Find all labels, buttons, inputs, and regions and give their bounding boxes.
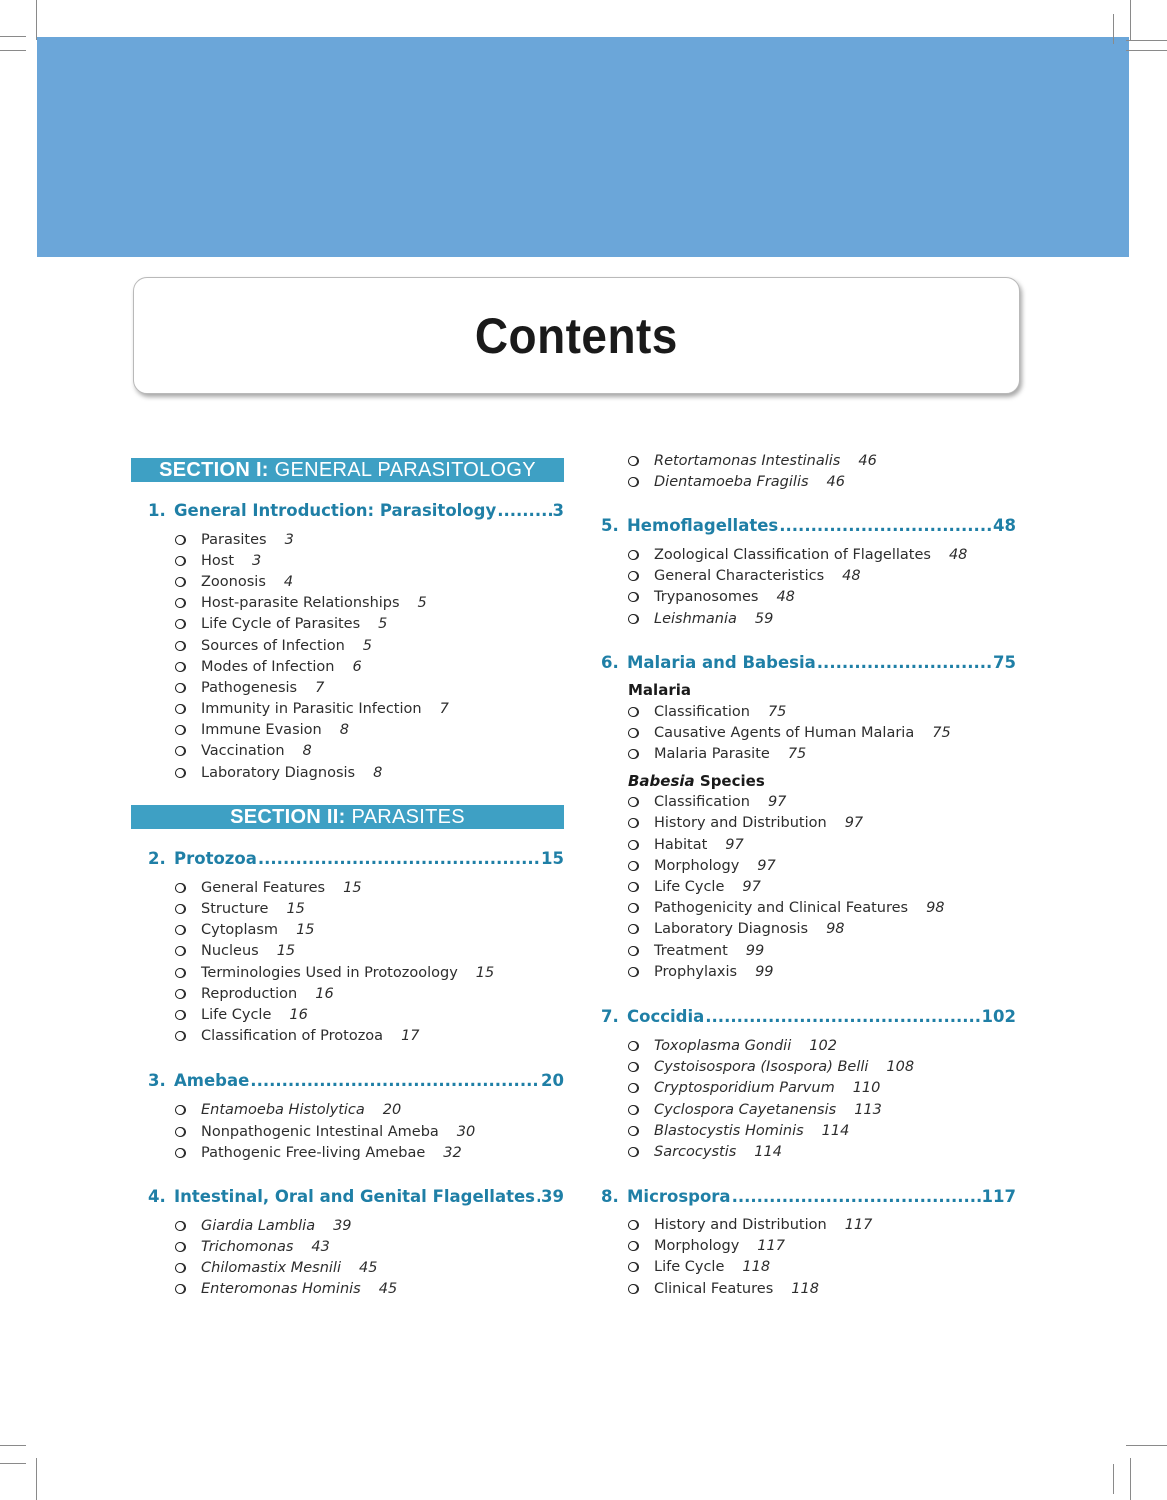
- toc-entry[interactable]: [131, 920, 564, 941]
- toc-entry[interactable]: [131, 614, 564, 635]
- circle-bullet-icon: [628, 614, 638, 624]
- entry-label: General Features: [201, 879, 326, 896]
- entry-label: Sarcocystis: [654, 1143, 737, 1160]
- toc-entry[interactable]: [601, 919, 1016, 940]
- toc-entry[interactable]: [601, 608, 1016, 629]
- circle-bullet-icon: [175, 683, 185, 693]
- entry-page: 15: [276, 943, 296, 960]
- entry-page: 6: [352, 658, 362, 675]
- chapter-title: Hemoflagellates: [627, 516, 779, 536]
- entry-page: 7: [315, 679, 325, 696]
- entry-page: 5: [362, 637, 373, 654]
- entry-page: 48: [842, 568, 861, 585]
- toc-entry[interactable]: [601, 813, 1016, 834]
- circle-bullet-icon: [175, 1242, 185, 1252]
- crop-mark: [0, 1463, 26, 1464]
- circle-bullet-icon: [628, 946, 638, 956]
- chapter-page: 3: [552, 501, 564, 520]
- circle-bullet-icon: [628, 903, 638, 913]
- circle-bullet-icon: [628, 592, 638, 602]
- entry-label: Host: [201, 552, 235, 569]
- entry-page: 97: [757, 857, 776, 874]
- chapter-number: 7.: [601, 1007, 619, 1027]
- entry-label: Cyclospora Cayetanensis: [654, 1101, 837, 1118]
- topic-list: [601, 792, 1016, 983]
- leader-dots: [732, 1186, 981, 1208]
- crop-mark: [0, 36, 26, 37]
- entry-label: History and Distribution: [654, 815, 827, 832]
- toc-entry[interactable]: [131, 1215, 564, 1236]
- chapter-title: Microspora: [627, 1186, 731, 1206]
- toc-entry[interactable]: [601, 1236, 1016, 1257]
- toc-entry[interactable]: [131, 1142, 564, 1163]
- toc-entry[interactable]: [601, 1078, 1016, 1099]
- entry-label: Cryptosporidium Parvum: [654, 1080, 835, 1097]
- toc-entry[interactable]: [601, 1099, 1016, 1120]
- entry-page: 97: [742, 879, 761, 896]
- entry-label: Habitat: [654, 836, 708, 853]
- entry-page: 32: [443, 1144, 462, 1161]
- circle-bullet-icon: [175, 577, 185, 587]
- circle-bullet-icon: [175, 704, 185, 714]
- entry-label: Morphology: [654, 1238, 740, 1255]
- toc-entry[interactable]: [131, 962, 564, 983]
- leader-dots: [497, 500, 551, 522]
- crop-mark: [36, 0, 37, 40]
- entry-page: 113: [854, 1101, 882, 1118]
- crop-mark: [1126, 50, 1167, 51]
- circle-bullet-icon: [175, 535, 185, 545]
- chapter-heading[interactable]: [601, 1006, 1016, 1028]
- entry-page: 45: [378, 1281, 398, 1298]
- entry-page: 98: [926, 900, 945, 917]
- toc-entry[interactable]: [131, 877, 564, 898]
- entry-label: Host-parasite Relationships: [201, 595, 400, 612]
- topic-list: [601, 1215, 1016, 1300]
- entry-page: 108: [886, 1059, 915, 1076]
- chapter-title: Malaria and Babesia: [627, 653, 816, 673]
- topic-list: [131, 877, 564, 1047]
- entry-label: Life Cycle: [654, 879, 725, 896]
- toc-entry[interactable]: [131, 656, 564, 677]
- leader-dots: [705, 1006, 980, 1028]
- leader-dots: [779, 515, 992, 537]
- chapter-page: 20: [541, 1070, 564, 1090]
- entry-label: Reproduction: [201, 985, 298, 1002]
- entry-label: Life Cycle: [654, 1259, 725, 1276]
- chapter-heading[interactable]: [601, 652, 1016, 674]
- circle-bullet-icon: [175, 1127, 185, 1137]
- circle-bullet-icon: [628, 749, 638, 759]
- crop-mark: [1130, 0, 1131, 40]
- entry-page: 39: [333, 1217, 352, 1234]
- chapter-number: 8.: [601, 1186, 619, 1206]
- toc-entry[interactable]: [131, 593, 564, 614]
- entry-page: 46: [826, 473, 845, 490]
- toc-entry[interactable]: [601, 544, 1016, 565]
- toc-entry[interactable]: [131, 1100, 564, 1121]
- circle-bullet-icon: [175, 989, 185, 999]
- entry-label: Classification of Protozoa: [201, 1028, 384, 1045]
- entry-page: 117: [757, 1238, 785, 1255]
- entry-label: Cytoplasm: [201, 922, 279, 939]
- circle-bullet-icon: [628, 456, 638, 466]
- entry-page: 43: [311, 1239, 330, 1256]
- circle-bullet-icon: [175, 598, 185, 608]
- circle-bullet-icon: [628, 1062, 638, 1072]
- topic-list: [601, 544, 1016, 629]
- toc-entry[interactable]: [131, 741, 564, 762]
- toc-entry[interactable]: [131, 941, 564, 962]
- entry-label: Causative Agents of Human Malaria: [654, 724, 915, 741]
- subheading-babesia: [601, 771, 1016, 792]
- circle-bullet-icon: [175, 1031, 185, 1041]
- entry-label: Entamoeba Histolytica: [201, 1102, 365, 1119]
- chapter-title: Coccidia: [627, 1007, 705, 1027]
- entry-page: 75: [932, 724, 951, 741]
- toc-left-column: [131, 458, 564, 1300]
- entry-page: 16: [289, 1006, 308, 1023]
- toc-entry[interactable]: [131, 699, 564, 720]
- toc-entry[interactable]: [131, 571, 564, 592]
- toc-entry[interactable]: [601, 744, 1016, 765]
- entry-page: 118: [791, 1280, 819, 1297]
- toc-entry[interactable]: [601, 834, 1016, 855]
- toc-entry[interactable]: [601, 855, 1016, 876]
- circle-bullet-icon: [628, 1220, 638, 1230]
- chapter-title: Protozoa: [174, 849, 257, 869]
- circle-bullet-icon: [628, 1241, 638, 1251]
- circle-bullet-icon: [175, 925, 185, 935]
- entry-page: 102: [809, 1037, 837, 1054]
- entry-page: 5: [417, 595, 427, 612]
- circle-bullet-icon: [175, 1284, 185, 1294]
- chapter-number: 1.: [148, 501, 166, 520]
- toc-entry[interactable]: [131, 1004, 564, 1025]
- entry-page: 8: [302, 743, 312, 760]
- toc-entry[interactable]: [601, 1057, 1016, 1078]
- chapter-page: 39: [541, 1187, 564, 1207]
- toc-entry[interactable]: [601, 587, 1016, 608]
- entry-label: Pathogenicity and Clinical Features: [654, 900, 909, 917]
- circle-bullet-icon: [175, 619, 185, 629]
- circle-bullet-icon: [628, 550, 638, 560]
- entry-label: Trichomonas: [201, 1239, 294, 1256]
- circle-bullet-icon: [628, 797, 638, 807]
- entry-label: History and Distribution: [654, 1217, 827, 1234]
- entry-page: 45: [358, 1260, 378, 1277]
- circle-bullet-icon: [628, 882, 638, 892]
- toc-entry[interactable]: [601, 792, 1016, 813]
- entry-page: 30: [456, 1123, 476, 1140]
- circle-bullet-icon: [175, 725, 185, 735]
- entry-label: Giardia Lamblia: [201, 1217, 316, 1234]
- entry-label: General Characteristics: [654, 568, 825, 585]
- circle-bullet-icon: [628, 1041, 638, 1051]
- toc-entry[interactable]: [601, 1257, 1016, 1278]
- entry-label: Clinical Features: [654, 1280, 774, 1297]
- circle-bullet-icon: [175, 883, 185, 893]
- entry-page: 15: [296, 922, 315, 939]
- crop-mark: [0, 50, 26, 51]
- toc-entry[interactable]: [601, 450, 1016, 471]
- chapter-number: 4.: [148, 1187, 166, 1207]
- circle-bullet-icon: [628, 840, 638, 850]
- circle-bullet-icon: [175, 556, 185, 566]
- entry-label: Morphology: [654, 857, 740, 874]
- circle-bullet-icon: [628, 1105, 638, 1115]
- chapter-heading[interactable]: [131, 1070, 564, 1092]
- topic-list: [601, 701, 1016, 765]
- entry-page: 15: [343, 879, 362, 896]
- entry-page: 3: [252, 552, 262, 569]
- toc-entry[interactable]: [131, 529, 564, 550]
- circle-bullet-icon: [175, 1263, 185, 1273]
- page-title: Contents: [474, 307, 679, 364]
- chapter-title: Intestinal, Oral and Genital Flagellates: [174, 1187, 535, 1207]
- subheading-malaria: Malaria: [628, 681, 691, 700]
- circle-bullet-icon: [628, 707, 638, 717]
- subheading-italic: Babesia: [628, 771, 695, 790]
- entry-label: Pathogenic Free-living Amebae: [201, 1144, 426, 1161]
- toc-entry[interactable]: [601, 566, 1016, 587]
- entry-label: Trypanosomes: [654, 589, 759, 606]
- entry-page: 59: [754, 610, 774, 627]
- toc-entry[interactable]: [601, 1278, 1016, 1299]
- crop-mark: [1130, 1458, 1131, 1500]
- toc-entry[interactable]: [131, 1258, 564, 1279]
- toc-entry[interactable]: [601, 940, 1016, 961]
- entry-page: 118: [742, 1259, 771, 1276]
- toc-entry[interactable]: [131, 550, 564, 571]
- toc-right-column: [601, 450, 1016, 1299]
- section-header: [131, 458, 564, 482]
- chapter-heading[interactable]: [131, 500, 564, 522]
- entry-page: 114: [754, 1143, 782, 1160]
- entry-label: Prophylaxis: [654, 963, 738, 980]
- toc-entry[interactable]: [601, 961, 1016, 982]
- circle-bullet-icon: [628, 571, 638, 581]
- entry-label: Retortamonas Intestinalis: [654, 452, 841, 469]
- header-banner: [37, 37, 1129, 257]
- entry-label: Vaccination: [201, 743, 285, 760]
- entry-label: Life Cycle: [201, 1006, 272, 1023]
- section-header: [131, 805, 564, 829]
- entry-label: Malaria Parasite: [654, 746, 770, 763]
- chapter-page: 102: [981, 1007, 1016, 1027]
- chapter-page: 75: [993, 653, 1016, 673]
- topic-list: [131, 1100, 564, 1164]
- topic-list: [131, 529, 564, 783]
- entry-label: Terminologies Used in Protozoology: [201, 964, 458, 981]
- crop-mark: [36, 1458, 37, 1500]
- entry-page: 99: [745, 942, 765, 959]
- leader-dots: [258, 848, 540, 870]
- circle-bullet-icon: [628, 861, 638, 871]
- entry-page: 15: [475, 964, 495, 981]
- circle-bullet-icon: [628, 1147, 638, 1157]
- toc-entry[interactable]: [131, 898, 564, 919]
- toc-entry[interactable]: [601, 876, 1016, 897]
- entry-label: Zoonosis: [201, 573, 266, 590]
- section-name: GENERAL PARASITOLOGY: [274, 459, 536, 481]
- entry-label: Pathogenesis: [201, 679, 298, 696]
- entry-page: 99: [755, 963, 774, 980]
- toc-entry[interactable]: [601, 722, 1016, 743]
- circle-bullet-icon: [175, 1010, 185, 1020]
- entry-page: 97: [725, 836, 744, 853]
- entry-label: Toxoplasma Gondii: [654, 1037, 792, 1054]
- chapter-page: 48: [993, 516, 1016, 536]
- leader-dots: [250, 1070, 540, 1092]
- crop-mark: [1126, 40, 1167, 41]
- entry-label: Immune Evasion: [201, 722, 322, 739]
- entry-label: Enteromonas Hominis: [201, 1281, 361, 1298]
- circle-bullet-icon: [175, 768, 185, 778]
- entry-label: Leishmania: [654, 610, 737, 627]
- circle-bullet-icon: [175, 1105, 185, 1115]
- chapter-number: 6.: [601, 653, 619, 673]
- entry-page: 8: [339, 722, 349, 739]
- toc-entry[interactable]: [601, 1120, 1016, 1141]
- chapter-number: 5.: [601, 516, 619, 536]
- circle-bullet-icon: [175, 1148, 185, 1158]
- chapter-page: 117: [981, 1186, 1016, 1206]
- circle-bullet-icon: [175, 1221, 185, 1231]
- entry-page: 46: [858, 452, 877, 469]
- circle-bullet-icon: [628, 1083, 638, 1093]
- entry-page: 7: [439, 701, 449, 718]
- toc-entry[interactable]: [601, 1035, 1016, 1056]
- entry-label: Modes of Infection: [201, 658, 335, 675]
- crop-mark: [1126, 1445, 1167, 1446]
- entry-page: 110: [852, 1080, 881, 1097]
- entry-label: Zoological Classification of Flagellates: [654, 546, 931, 563]
- chapter-title: General Introduction: Parasitology: [174, 501, 497, 520]
- entry-label: Laboratory Diagnosis: [201, 764, 356, 781]
- leader-dots: [817, 652, 992, 674]
- circle-bullet-icon: [175, 746, 185, 756]
- entry-page: 75: [767, 703, 787, 720]
- topic-list-continued: [601, 450, 1016, 492]
- circle-bullet-icon: [628, 818, 638, 828]
- subheading-rest: Species: [694, 771, 765, 790]
- toc-entry[interactable]: [601, 1215, 1016, 1236]
- leader-dots: [536, 1186, 540, 1208]
- entry-label: Immunity in Parasitic Infection: [201, 701, 422, 718]
- toc-entry[interactable]: [131, 983, 564, 1004]
- entry-label: Treatment: [654, 942, 728, 959]
- entry-page: 97: [844, 815, 864, 832]
- circle-bullet-icon: [175, 946, 185, 956]
- entry-page: 98: [826, 921, 845, 938]
- entry-page: 8: [373, 764, 383, 781]
- toc-entry[interactable]: [131, 635, 564, 656]
- toc-entry[interactable]: [131, 1121, 564, 1142]
- topic-list: [131, 1215, 564, 1300]
- entry-label: Classification: [654, 703, 750, 720]
- chapter-heading[interactable]: [601, 1186, 1016, 1208]
- toc-entry[interactable]: [601, 471, 1016, 492]
- circle-bullet-icon: [628, 1126, 638, 1136]
- chapter-page: 15: [541, 849, 564, 869]
- entry-label: Sources of Infection: [201, 637, 345, 654]
- toc-entry[interactable]: [131, 1279, 564, 1300]
- entry-page: 114: [821, 1122, 850, 1139]
- entry-page: 75: [787, 746, 807, 763]
- circle-bullet-icon: [628, 1284, 638, 1294]
- topic-list: [601, 1035, 1016, 1162]
- toc-entry[interactable]: [601, 701, 1016, 722]
- entry-label: Parasites: [201, 531, 267, 548]
- entry-page: 20: [382, 1102, 402, 1119]
- circle-bullet-icon: [628, 1262, 638, 1272]
- toc-entry[interactable]: [131, 762, 564, 783]
- toc-entry[interactable]: [131, 720, 564, 741]
- entry-page: 117: [844, 1217, 873, 1234]
- chapter-heading[interactable]: [601, 515, 1016, 537]
- entry-page: 97: [767, 794, 787, 811]
- entry-page: 15: [286, 901, 305, 918]
- toc-entry[interactable]: [601, 898, 1016, 919]
- crop-mark: [1113, 1464, 1114, 1494]
- entry-label: Nonpathogenic Intestinal Ameba: [201, 1123, 439, 1140]
- entry-label: Cystoisospora (Isospora) Belli: [654, 1059, 869, 1076]
- chapter-number: 2.: [148, 849, 166, 869]
- entry-label: Blastocystis Hominis: [654, 1122, 804, 1139]
- chapter-number: 3.: [148, 1070, 166, 1090]
- circle-bullet-icon: [175, 641, 185, 651]
- crop-mark: [1113, 14, 1114, 44]
- circle-bullet-icon: [175, 904, 185, 914]
- entry-label: Dientamoeba Fragilis: [654, 473, 809, 490]
- contents-title-box: [133, 277, 1020, 394]
- entry-page: 48: [776, 589, 795, 606]
- section-name: PARASITES: [351, 806, 465, 829]
- circle-bullet-icon: [628, 924, 638, 934]
- entry-page: 16: [315, 985, 334, 1002]
- chapter-title: Amebae: [174, 1070, 250, 1090]
- entry-label: Chilomastix Mesnili: [201, 1260, 341, 1277]
- entry-page: 17: [401, 1028, 420, 1045]
- section-prefix: SECTION I:: [159, 459, 269, 481]
- entry-label: Laboratory Diagnosis: [654, 921, 809, 938]
- entry-page: 5: [378, 616, 388, 633]
- chapter-heading[interactable]: [131, 848, 564, 870]
- entry-label: Life Cycle of Parasites: [201, 616, 361, 633]
- circle-bullet-icon: [628, 967, 638, 977]
- circle-bullet-icon: [175, 968, 185, 978]
- crop-mark: [0, 1445, 26, 1446]
- toc-entry[interactable]: [131, 1026, 564, 1047]
- circle-bullet-icon: [628, 477, 638, 487]
- circle-bullet-icon: [175, 662, 185, 672]
- entry-label: Structure: [201, 901, 269, 918]
- toc-entry[interactable]: [131, 1237, 564, 1258]
- entry-page: 3: [284, 531, 294, 548]
- chapter-heading[interactable]: [131, 1186, 564, 1208]
- entry-label: Nucleus: [201, 943, 259, 960]
- entry-page: 4: [283, 573, 294, 590]
- section-prefix: SECTION II:: [230, 806, 346, 829]
- toc-entry[interactable]: [601, 1141, 1016, 1162]
- entry-label: Classification: [654, 794, 750, 811]
- circle-bullet-icon: [628, 728, 638, 738]
- entry-page: 48: [948, 546, 968, 563]
- toc-entry[interactable]: [131, 677, 564, 698]
